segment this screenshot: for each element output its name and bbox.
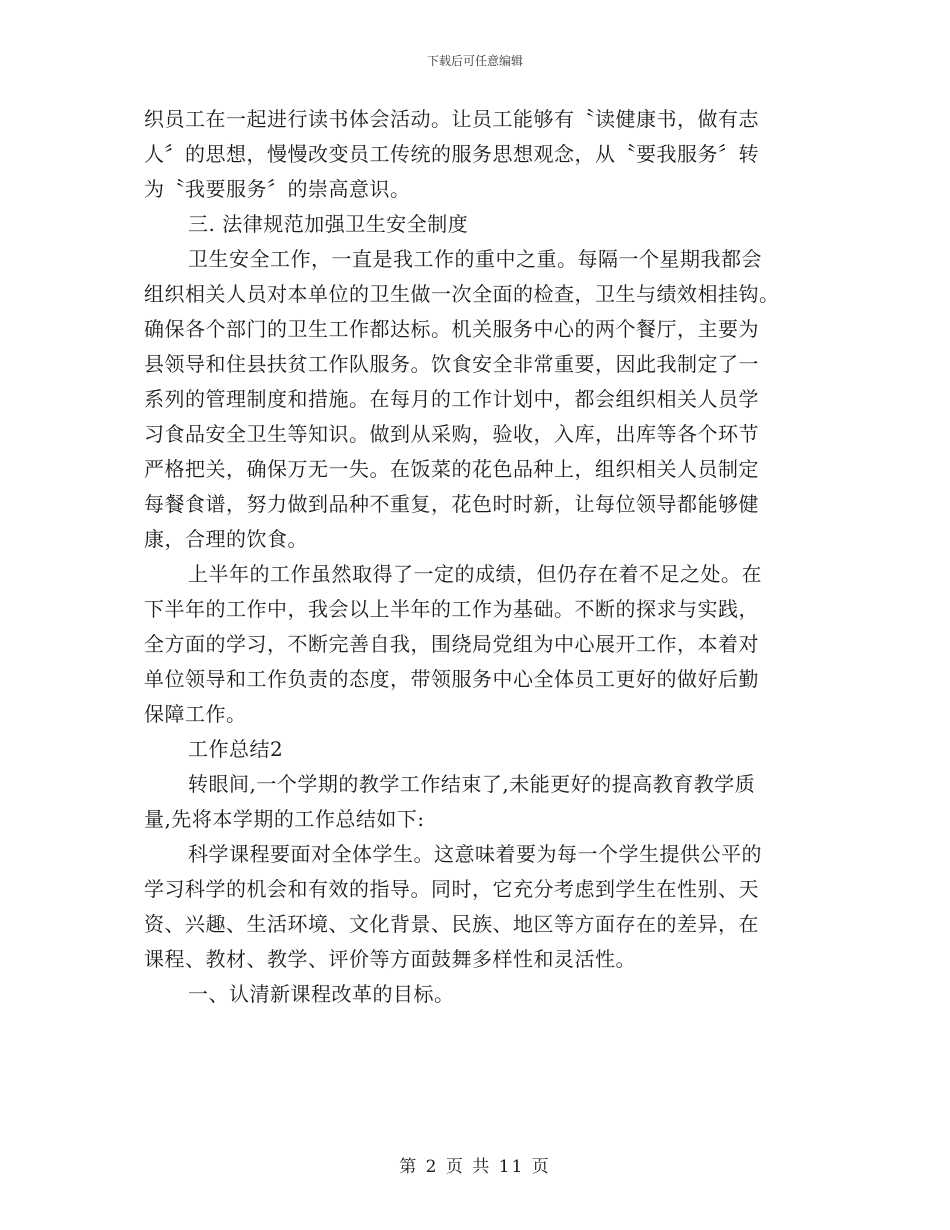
text-line: 全方面的学习，不断完善自我，围绕局党组为中心展开工作，本着对 [144,632,759,656]
text-line: 上半年的工作虽然取得了一定的成绩，但仍存在着不足之处。在 [188,562,762,586]
text-line: 康，合理的饮食。 [144,527,308,551]
text-line: 量,先将本学期的工作总结如下: [144,807,425,831]
text-line: 单位领导和工作负责的态度，带领服务中心全体员工更好的做好后勤 [144,667,759,691]
text-line: 习食品安全卫生等知识。做到从采购，验收，入库，出库等各个环节 [144,422,759,446]
text-line: 县领导和住县扶贫工作队服务。饮食安全非常重要，因此我制定了一 [144,352,759,376]
text-line: 织员工在一起进行读书体会活动。让员工能够有〝读健康书，做有志 [144,107,759,131]
text-line: 每餐食谱，努力做到品种不重复，花色时时新，让每位领导都能够健 [144,492,759,516]
text-line: 组织相关人员对本单位的卫生做一次全面的检查，卫生与绩效相挂钩。 [144,282,780,306]
section-heading: 三. 法律规范加强卫生安全制度 [188,212,469,236]
text-line: 课程、教材、教学、评价等方面鼓舞多样性和灵活性。 [144,947,636,971]
text-line: 系列的管理制度和措施。在每月的工作计划中，都会组织相关人员学 [144,387,759,411]
text-line: 学习科学的机会和有效的指导。同时，它充分考虑到学生在性别、天 [144,877,759,901]
text-line: 严格把关，确保万无一失。在饭菜的花色品种上，组织相关人员制定 [144,457,759,481]
text-line: 人〞的思想，慢慢改变员工传统的服务思想观念，从〝要我服务〞转 [144,142,759,166]
section-heading: 一、认清新课程改革的目标。 [188,982,455,1006]
text-line: 卫生安全工作，一直是我工作的重中之重。每隔一个星期我都会 [188,247,762,271]
text-line: 科学课程要面对全体学生。这意味着要为每一个学生提供公平的 [188,842,762,866]
text-line: 保障工作。 [144,702,247,726]
text-line: 资、兴趣、生活环境、文化背景、民族、地区等方面存在的差异，在 [144,912,759,936]
text-line: 转眼间,一个学期的教学工作结束了,未能更好的提高教育教学质 [188,772,756,796]
text-line: 确保各个部门的卫生工作都达标。机关服务中心的两个餐厅，主要为 [144,317,759,341]
page-number-footer: 第 2 页 共 11 页 [399,1157,551,1177]
text-line: 为〝我要服务〞的崇高意识。 [144,177,411,201]
page-header: 下载后可任意编辑 [426,54,523,68]
section-heading: 工作总结2 [188,737,284,761]
text-line: 下半年的工作中，我会以上半年的工作为基础。不断的探求与实践， [144,597,759,621]
document-body [144,102,812,1012]
